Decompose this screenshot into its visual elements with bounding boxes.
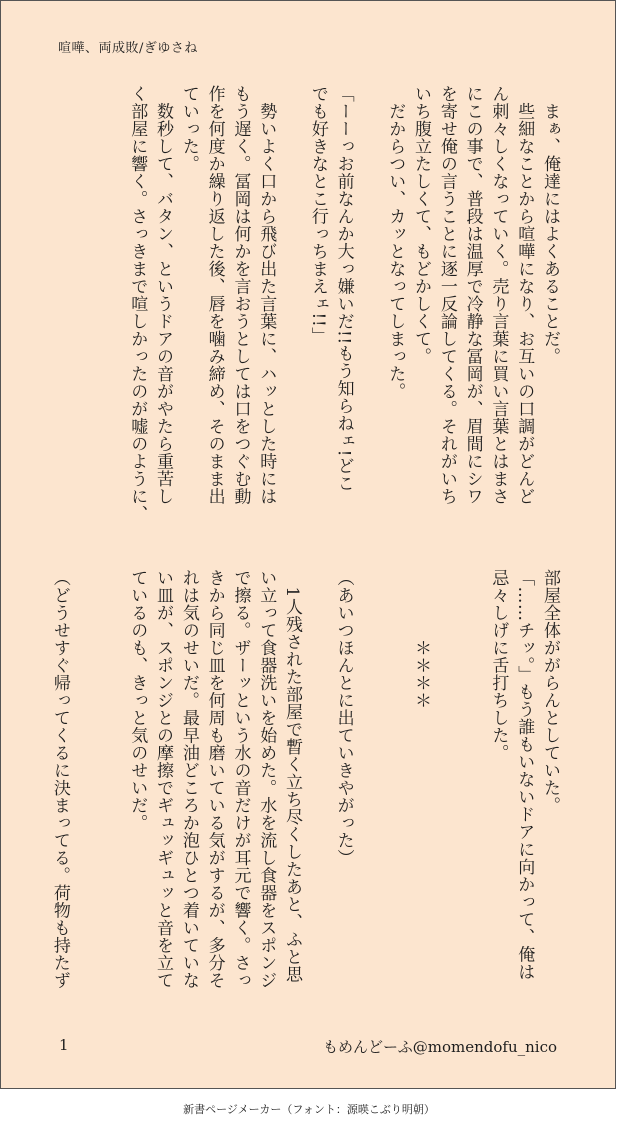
- upper-text-block: まぁ、俺達にはよくあることだ。 些細なことから喧嘩になり、お互いの口調がどんど ん刺々しくなっていく。売り言葉に買い言葉とはまさ にこの事で、普段は温厚で冷静な冨岡が、眉間にシワ を寄せ俺の言うことに逐一反論してくる。それがいち いち腹立たしくて、もどかしくて。 だからつい、カッとなってしまった。 「ーーっお前なんか大っ嫌いだ!!もう知らねェ!どこ でも好きなとこ行っちまえェ!!」 勢いよく口から飛び出た言葉に、ハッとした時には もう遅く。冨岡は何かを言おうとしては口をつぐむ動 作を何度か繰り返した後、唇を噛み締め、そのまま出 ていった。 数秒して、バタン、というドアの音がやたら重苦し く部屋に響く。さっきまで喧しかったのが嘘のように、: [127, 85, 560, 523]
- author-credit: もめんどーふ@momendofu_nico: [323, 1038, 557, 1056]
- tool-credit: 新書ページメーカー（フォント：源暎こぶり明朝）: [183, 1103, 435, 1116]
- page-number: 1: [59, 1036, 69, 1054]
- lower-text-block: 部屋全体ががらんとしていた。 「……チッ。」もう誰もいないドアに向かって、俺は 忌々しげに舌打ちした。 ＊＊＊＊ （あいつほんとに出ていきやがった） 1人残された部屋で暫く立ち尽くしたあと、ふと思 い立って食器洗いを始めた。水を流し食器をスポンジ で擦る。ザーッという水の音だけが耳元で響く。さっ きから同じ皿を何周も磨いている気がするが、多分そ れは気のせいだ。最早油どころか泡ひとつ着いていな い皿が、スポンジとの摩擦でギュッギュッと音を立て ているのも、きっと気のせいだ。 （どうせすぐ帰ってくるに決まってる。荷物も持たず: [49, 569, 560, 989]
- page-header-title: 喧嘩、両成敗/ぎゆさね: [58, 41, 198, 56]
